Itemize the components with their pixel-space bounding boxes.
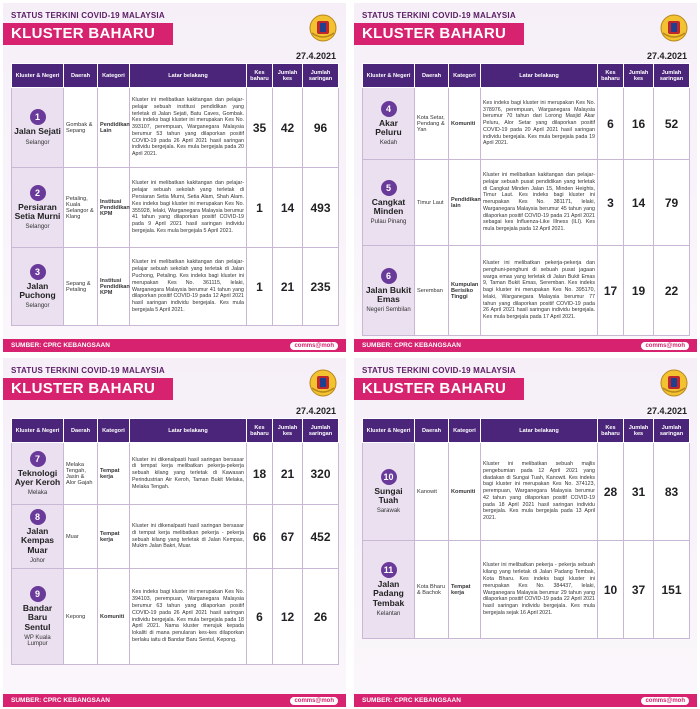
- latar-cell: Kluster ini melibatkan kakitangan dan pelajar-pelajar sebuah institusi pendidikan yang terletak di Jalan Sejati, Batu Caves, Gombak. Kes indeks bagi kluster ini merupakan Kes No. 393107, perempuan, Warganegara Malaysia berumur 53 tahun yang dilaporkan positif COVID-19 pada 26 April 2021 hasil saringan individu bergejala. Kes mula bergejala pada 20 April 2021.: [130, 88, 247, 168]
- comms-badge: comms@moh: [641, 342, 689, 350]
- daerah-cell: Melaka Tengah, Jasin & Alor Gajah: [64, 443, 98, 505]
- col-kategori: Kategori: [449, 64, 481, 88]
- kategori-cell: Tempat kerja: [98, 505, 130, 569]
- page-title: KLUSTER BAHARU: [354, 378, 524, 400]
- kategori-cell: Tempat kerja: [449, 541, 481, 639]
- col-jumlah-saringan: Jumlah saringan: [303, 64, 339, 88]
- col-jumlah-saringan: Jumlah saringan: [654, 64, 690, 88]
- latar-cell: Kluster ini melibatkan sebuah majlis pengebumian pada 12 April 2021 yang diadakan di Sungai Tuah, Kanowit. Kes indeks bagi kluster ini merupakan Kes No. 374123, perempuan, Warganegara Malaysia berumur 42 tahun yang dilaporkan positif COVID-19 pada 18 April 2021 hasil saringan individu bergejala. Kes mula bergejala pada 13 April 2021.: [481, 443, 598, 541]
- daerah-cell: Timur Laut: [415, 160, 449, 246]
- jumlah-kes-cell: 14: [273, 168, 303, 248]
- jumlah-kes-cell: 67: [273, 505, 303, 569]
- latar-cell: Kluster ini dikenalpasti hasil saringan bersasar di tempat kerja melibatkan pekerja-pekerja sebuah kilang yang terletak di Kawasan Perindustrian Air Keroh, Taman Bukit Melaka, Melaka Tengah.: [130, 443, 247, 505]
- report-date: 27.4.2021: [295, 51, 336, 61]
- kluster-name: Bandar Baru Sentul: [22, 602, 53, 632]
- col-kes-baharu: Kes baharu: [598, 419, 624, 443]
- kluster-number: 5: [381, 180, 397, 196]
- daerah-cell: Gombak & Sepang: [64, 88, 98, 168]
- col-kluster: Kluster & Negeri: [12, 64, 64, 88]
- kluster-state: Sarawak: [376, 508, 401, 515]
- source-label: SUMBER: CPRC KEBANGSAAN: [11, 342, 110, 349]
- col-kluster: Kluster & Negeri: [363, 64, 415, 88]
- status-title: STATUS TERKINI COVID-19 MALAYSIA: [362, 11, 516, 20]
- col-daerah: Daerah: [64, 64, 98, 88]
- kluster-panel: [354, 358, 697, 707]
- daerah-cell: Kepong: [64, 569, 98, 665]
- table-row: [363, 541, 690, 639]
- comms-badge: comms@moh: [290, 342, 338, 350]
- col-jumlah-saringan: Jumlah saringan: [303, 419, 339, 443]
- kluster-table: [362, 63, 690, 336]
- kluster-cell: [12, 569, 64, 665]
- jumlah-saringan-cell: 52: [654, 88, 690, 160]
- report-date: 27.4.2021: [646, 51, 687, 61]
- kluster-name: Jalan Kempas Muar: [20, 525, 55, 555]
- table-header-row: [12, 64, 339, 88]
- kluster-panel: [354, 3, 697, 352]
- kes-baharu-cell: 10: [598, 541, 624, 639]
- source-label: SUMBER: CPRC KEBANGSAAN: [11, 697, 110, 704]
- comms-badge: comms@moh: [290, 697, 338, 705]
- kluster-name: Jalan Sejati: [14, 126, 61, 137]
- status-title: STATUS TERKINI COVID-19 MALAYSIA: [11, 11, 165, 20]
- col-jumlah-saringan: Jumlah saringan: [654, 419, 690, 443]
- jumlah-saringan-cell: 22: [654, 246, 690, 336]
- latar-cell: Kluster ini melibatkan pekerja - pekerja sebuah kilang yang terletak di Jalan Padang Tembak, Kota Bharu. Kes indeks bagi kluster ini merupakan Kes No. 384437, lelaki, Warganegara Malaysia berumur 29 tahun yang dilaporkan positif COVID-19 pada 22 April 2021 hasil saringan individu bergejala. Kes mula bergejala sejak 16 April 2021.: [481, 541, 598, 639]
- col-kategori: Kategori: [98, 64, 130, 88]
- table-header-row: [363, 64, 690, 88]
- kluster-cell: [363, 443, 415, 541]
- kluster-table: [11, 63, 339, 326]
- daerah-cell: Kota Setar, Pendang & Yan: [415, 88, 449, 160]
- kes-baharu-cell: 3: [598, 160, 624, 246]
- kluster-cell: [12, 168, 64, 248]
- table-header-row: [363, 419, 690, 443]
- kluster-number: 6: [381, 268, 397, 284]
- kategori-cell: Komuniti: [449, 88, 481, 160]
- col-daerah: Daerah: [415, 64, 449, 88]
- page-title: KLUSTER BAHARU: [3, 378, 173, 400]
- kluster-cell: [12, 505, 64, 569]
- kluster-number: 8: [30, 509, 46, 525]
- kluster-state: Selangor: [25, 224, 50, 231]
- kluster-number: 7: [30, 451, 46, 467]
- kes-baharu-cell: 35: [247, 88, 273, 168]
- kategori-cell: Kumpulan Berisiko Tinggi: [449, 246, 481, 336]
- table-row: [363, 160, 690, 246]
- moh-crest-icon: [308, 13, 338, 43]
- kluster-name: Sungai Tuah: [374, 485, 403, 505]
- kluster-number: 2: [30, 185, 46, 201]
- col-latar: Latar belakang: [130, 64, 247, 88]
- latar-cell: Kluster ini melibatkan pekerja-pekerja dan penghuni-penghuni di sebuah pusat jagaan warga emas yang terletak di Jalan Bukit Emas 9, Taman Bukit Emas, Seremban. Kes indeks bagi kluster ini merupakan Kes No. 395170, lelaki, Warganegara Malaysia berumur 77 tahun yang dilaporkan positif COVID-19 pada 26 April 2021 hasil saringan individu bergejala. Kes mula bergejala pada 17 April 2021.: [481, 246, 598, 336]
- jumlah-kes-cell: 21: [273, 248, 303, 326]
- latar-cell: Kes indeks bagi kluster ini merupakan Kes No. 378976, perempuan, Warganegara Malaysia berumur 70 tahun dari Lorong Masjid Akar Peluru, Alor Setar yang dilaporkan positif COVID-19 pada 20 April 2021 hasil saringan individu bergejala. Kes mula bergejala pada 19 April 2021.: [481, 88, 598, 160]
- daerah-cell: Kota Bharu & Bachok: [415, 541, 449, 639]
- kluster-cell: [363, 88, 415, 160]
- kluster-state: Selangor: [25, 139, 50, 146]
- jumlah-kes-cell: 31: [624, 443, 654, 541]
- kluster-name: Akar Peluru: [375, 117, 402, 137]
- kluster-cell: [363, 541, 415, 639]
- kes-baharu-cell: 1: [247, 168, 273, 248]
- kategori-cell: Komuniti: [449, 443, 481, 541]
- kluster-cell: [12, 443, 64, 505]
- kluster-number: 3: [30, 264, 46, 280]
- kluster-name: Jalan Padang Tembak: [372, 578, 405, 608]
- jumlah-saringan-cell: 79: [654, 160, 690, 246]
- col-kluster: Kluster & Negeri: [12, 419, 64, 443]
- table-row: [363, 443, 690, 541]
- kluster-state: Kedah: [379, 140, 398, 147]
- kluster-number: 1: [30, 109, 46, 125]
- jumlah-kes-cell: 16: [624, 88, 654, 160]
- moh-crest-icon: [659, 13, 689, 43]
- col-latar: Latar belakang: [481, 419, 598, 443]
- kluster-name: Persiaran Setia Murni: [14, 201, 61, 221]
- kluster-table: [11, 418, 339, 665]
- kluster-panel: [3, 3, 346, 352]
- kluster-number: 4: [381, 101, 397, 117]
- kategori-cell: Institusi Pendidikan KPM: [98, 168, 130, 248]
- jumlah-kes-cell: 12: [273, 569, 303, 665]
- kluster-cell: [12, 88, 64, 168]
- col-kluster: Kluster & Negeri: [363, 419, 415, 443]
- daerah-cell: Seremban: [415, 246, 449, 336]
- col-jumlah-kes: Jumlah kes: [273, 419, 303, 443]
- jumlah-kes-cell: 19: [624, 246, 654, 336]
- kluster-state: Kelantan: [376, 611, 401, 618]
- col-jumlah-kes: Jumlah kes: [624, 419, 654, 443]
- comms-badge: comms@moh: [641, 697, 689, 705]
- status-title: STATUS TERKINI COVID-19 MALAYSIA: [362, 366, 516, 375]
- col-latar: Latar belakang: [481, 64, 598, 88]
- table-row: [12, 88, 339, 168]
- daerah-cell: Petaling, Kuala Selangor & Klang: [64, 168, 98, 248]
- jumlah-kes-cell: 37: [624, 541, 654, 639]
- jumlah-saringan-cell: 83: [654, 443, 690, 541]
- table-header-row: [12, 419, 339, 443]
- moh-crest-icon: [659, 368, 689, 398]
- jumlah-kes-cell: 14: [624, 160, 654, 246]
- kluster-state: Johor: [29, 558, 45, 565]
- col-kategori: Kategori: [98, 419, 130, 443]
- col-kes-baharu: Kes baharu: [247, 64, 273, 88]
- kluster-number: 11: [381, 562, 397, 578]
- kluster-name: Teknologi Ayer Keroh: [14, 467, 61, 487]
- kluster-cell: [363, 160, 415, 246]
- kategori-cell: Institusi Pendidikan KPM: [98, 248, 130, 326]
- col-kes-baharu: Kes baharu: [598, 64, 624, 88]
- table-row: [12, 168, 339, 248]
- kluster-state: Pulau Pinang: [370, 219, 407, 226]
- col-latar: Latar belakang: [130, 419, 247, 443]
- report-date: 27.4.2021: [295, 406, 336, 416]
- kes-baharu-cell: 18: [247, 443, 273, 505]
- kluster-table: [362, 418, 690, 639]
- daerah-cell: Sepang & Petaling: [64, 248, 98, 326]
- latar-cell: Kes indeks bagi kluster ini merupakan Kes No. 394103, perempuan, Warganegara Malaysia berumur 63 tahun yang dilaporkan positif COVID-19 pada 26 April 2021 hasil saringan individu bergejala. Kes mula bergejala pada 18 April 2021. Nama kluster merujuk kepada lokaliti di mana penularan kes-kes dilaporkan berlaku iaitu di Bandar Baru Sentul, Kepong.: [130, 569, 247, 665]
- col-daerah: Daerah: [415, 419, 449, 443]
- daerah-cell: Muar: [64, 505, 98, 569]
- kategori-cell: Tempat kerja: [98, 443, 130, 505]
- report-date: 27.4.2021: [646, 406, 687, 416]
- kategori-cell: Pendidikan Lain: [98, 88, 130, 168]
- kluster-state: Selangor: [25, 303, 50, 310]
- jumlah-kes-cell: 21: [273, 443, 303, 505]
- col-jumlah-kes: Jumlah kes: [273, 64, 303, 88]
- kes-baharu-cell: 28: [598, 443, 624, 541]
- kluster-number: 9: [30, 586, 46, 602]
- jumlah-saringan-cell: 26: [303, 569, 339, 665]
- kluster-state: Melaka: [27, 490, 48, 497]
- kes-baharu-cell: 6: [247, 569, 273, 665]
- table-row: [363, 88, 690, 160]
- page-title: KLUSTER BAHARU: [3, 23, 173, 45]
- latar-cell: Kluster ini melibatkan kakitangan dan pelajar-pelajar sebuah sekolah yang terletak di Persiaran Setia Murni, Setia Alam, Shah Alam. Kes indeks bagi kluster ini merupakan Kes No. 355928, lelaki, Warganegara Malaysia berumur 41 tahun yang dilaporkan positif COVID-19 pada 9 April 2021 hasil saringan individu bergejala. Kes mula bergejala 5 April 2021.: [130, 168, 247, 248]
- jumlah-saringan-cell: 235: [303, 248, 339, 326]
- kes-baharu-cell: 17: [598, 246, 624, 336]
- kluster-cell: [363, 246, 415, 336]
- jumlah-saringan-cell: 151: [654, 541, 690, 639]
- kluster-number: 10: [381, 469, 397, 485]
- table-row: [12, 248, 339, 326]
- kluster-panel: [3, 358, 346, 707]
- status-title: STATUS TERKINI COVID-19 MALAYSIA: [11, 366, 165, 375]
- source-label: SUMBER: CPRC KEBANGSAAN: [362, 697, 461, 704]
- jumlah-kes-cell: 42: [273, 88, 303, 168]
- kes-baharu-cell: 1: [247, 248, 273, 326]
- col-kes-baharu: Kes baharu: [247, 419, 273, 443]
- table-row: [12, 505, 339, 569]
- latar-cell: Kluster ini melibatkan kakitangan dan pelajar-pelajar sebuah sekolah yang terletak di Jalan Puchong, Petaling. Kes indeks bagi kluster ini merupakan Kes No. 361115, lelaki, Warganegara Malaysia berumur 41 tahun yang dilaporkan positif COVID-19 pada 12 April 2021 hasil saringan individu bergejala. Kes mula bergejala 5 April 2021.: [130, 248, 247, 326]
- kluster-state: Negeri Sembilan: [366, 307, 411, 314]
- jumlah-saringan-cell: 96: [303, 88, 339, 168]
- kes-baharu-cell: 66: [247, 505, 273, 569]
- kluster-state: WP Kuala Lumpur: [24, 635, 51, 648]
- kluster-name: Cangkat Minden: [371, 196, 406, 216]
- kategori-cell: Pendidikan lain: [449, 160, 481, 246]
- kluster-name: Jalan Puchong: [19, 280, 56, 300]
- kes-baharu-cell: 6: [598, 88, 624, 160]
- table-row: [12, 443, 339, 505]
- latar-cell: Kluster ini dikenalpasti hasil saringan bersasar di tempat kerja melibatkan pekerja - pekerja sebuah kilang yang terletak di Jalan Kempas, Mukim Jalan Bakri, Muar.: [130, 505, 247, 569]
- kluster-name: Jalan Bukit Emas: [365, 284, 412, 304]
- source-label: SUMBER: CPRC KEBANGSAAN: [362, 342, 461, 349]
- col-daerah: Daerah: [64, 419, 98, 443]
- col-kategori: Kategori: [449, 419, 481, 443]
- col-jumlah-kes: Jumlah kes: [624, 64, 654, 88]
- table-row: [363, 246, 690, 336]
- jumlah-saringan-cell: 493: [303, 168, 339, 248]
- table-row: [12, 569, 339, 665]
- daerah-cell: Kanowit: [415, 443, 449, 541]
- moh-crest-icon: [308, 368, 338, 398]
- jumlah-saringan-cell: 452: [303, 505, 339, 569]
- jumlah-saringan-cell: 320: [303, 443, 339, 505]
- latar-cell: Kluster ini melibatkan kakitangan dan pelajar-pelajar sebuah pusat pendidikan yang terletak di Cangkat Minden Jalan 15, Minden Heights, Timur Laut. Kes indeks bagi kluster ini merupakan Kes No. 381171, lelaki, Warganegara Malaysia berumur 45 tahun yang dilaporkan positif COVID-19 pada 21 April 2021 sebagai kes Influenza-Like Illness (ILI). Kes mula bergejala pada 12 April 2021.: [481, 160, 598, 246]
- page-title: KLUSTER BAHARU: [354, 23, 524, 45]
- kluster-cell: [12, 248, 64, 326]
- kategori-cell: Komuniti: [98, 569, 130, 665]
